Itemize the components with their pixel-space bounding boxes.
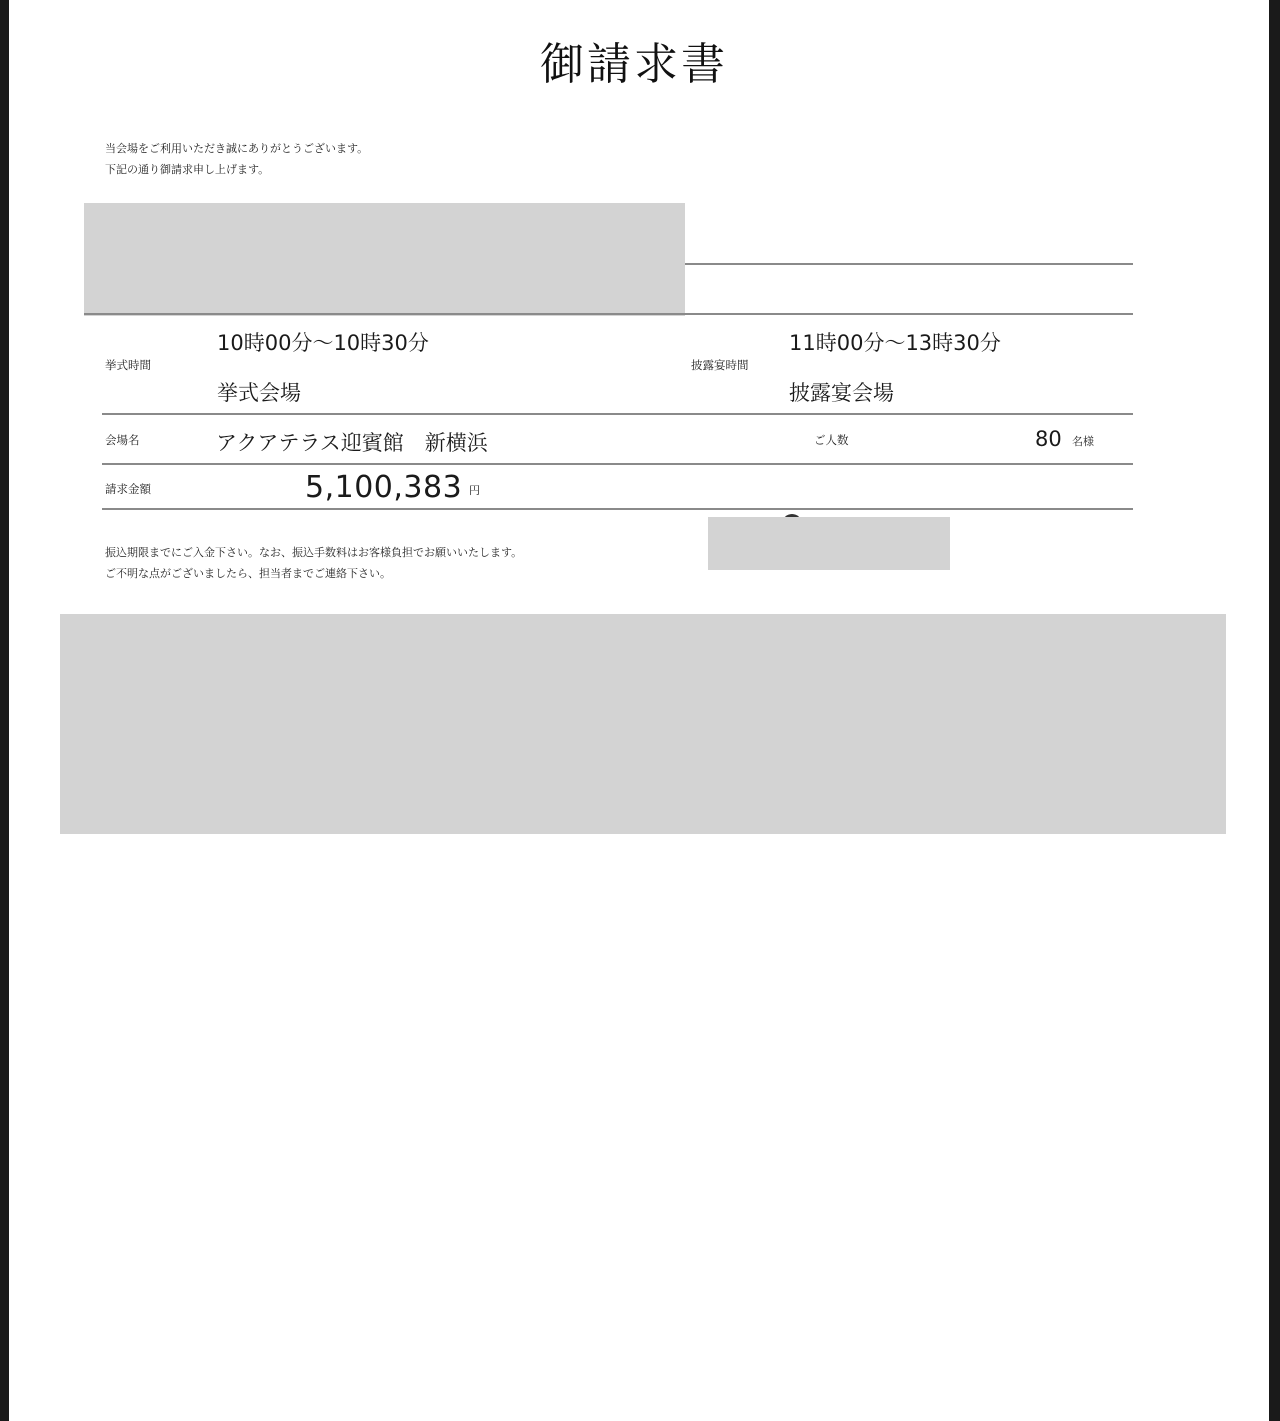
reception-time-label: 披露宴時間	[691, 358, 749, 372]
venue-name-value: アクアテラス迎賓館 新横浜	[216, 431, 488, 455]
invoice-title: 御請求書	[540, 39, 728, 90]
row-rule-1	[102, 413, 1133, 415]
payment-note-line-2: ご不明な点がございましたら、担当者までご連絡下さい。	[105, 567, 391, 580]
redacted-staff-block	[708, 517, 950, 570]
ceremony-time-value: 10時00分～10時30分	[217, 331, 429, 355]
reception-place-value: 披露宴会場	[789, 381, 894, 405]
billing-amount-value: 5,100,383	[305, 470, 463, 505]
reception-time-value: 11時00分～13時30分	[789, 331, 1001, 355]
guest-count-unit: 名様	[1072, 435, 1094, 448]
payment-note-line-1: 振込期限までにご入金下さい。なお、振込手数料はお客様負担でお願いいたします。	[105, 546, 523, 559]
ceremony-place-value: 挙式会場	[217, 381, 301, 405]
payment-notes	[105, 542, 522, 584]
guest-count-value: 80	[1035, 427, 1062, 451]
intro-text	[105, 138, 368, 180]
intro-line-2: 下記の通り御請求申し上げます。	[105, 163, 270, 176]
address-rule-1	[685, 263, 1133, 265]
redacted-details-block	[60, 614, 1226, 834]
row-rule-3	[102, 508, 1133, 510]
intro-line-1: 当会場をご利用いただき誠にありがとうございます。	[105, 142, 369, 155]
redacted-customer-block	[84, 203, 685, 316]
guest-count-label: ご人数	[814, 433, 849, 447]
address-rule-2	[84, 313, 1133, 315]
invoice-page	[9, 0, 1269, 1421]
billing-amount-unit: 円	[469, 484, 480, 497]
venue-label: 会場名	[105, 433, 140, 447]
row-rule-2	[102, 463, 1133, 465]
ceremony-time-label: 挙式時間	[105, 358, 151, 372]
billing-amount-label: 請求金額	[105, 482, 151, 496]
